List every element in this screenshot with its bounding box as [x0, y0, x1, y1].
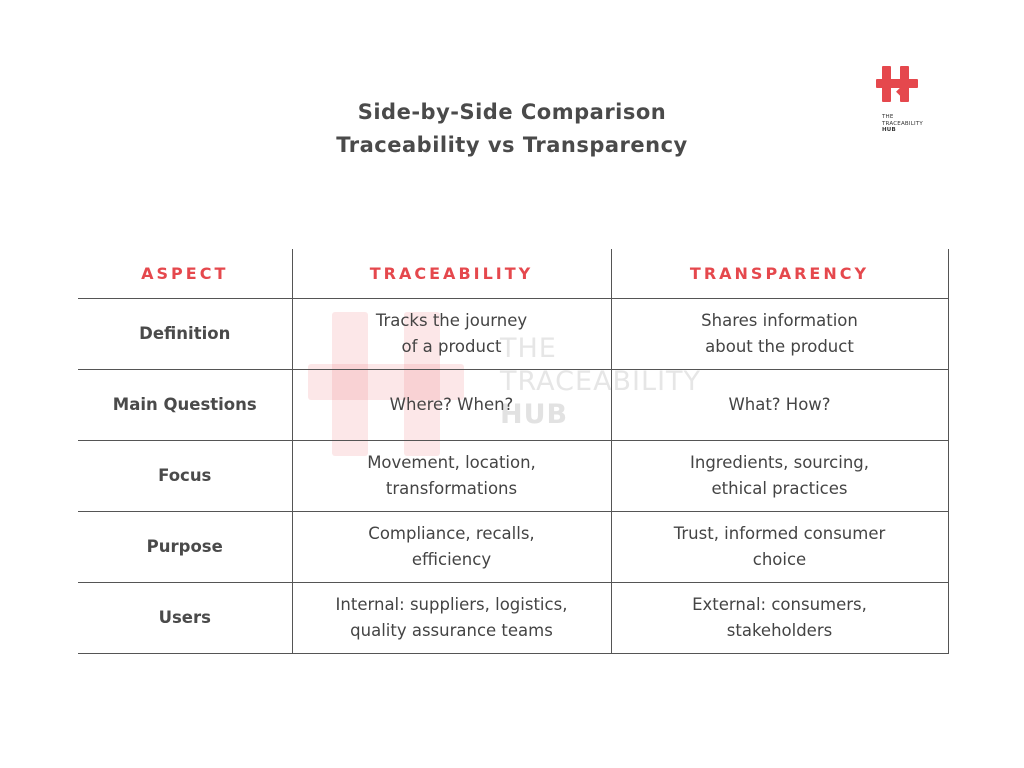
table-row	[78, 370, 948, 441]
transparency-cell	[611, 299, 948, 370]
title-line-2: Traceability vs Transparency	[336, 133, 688, 157]
page-title	[0, 96, 1024, 162]
traceability-cell-line: efficiency	[411, 550, 492, 569]
aspect-cell: Main Questions	[78, 370, 292, 441]
watermark-line-3: HUB	[500, 399, 569, 430]
header-transparency: TRANSPARENCY	[611, 249, 948, 299]
traceability-cell	[292, 441, 611, 512]
traceability-cell-line: of a product	[401, 337, 502, 356]
header-traceability: TRACEABILITY	[292, 249, 611, 299]
watermark-line-1: THE	[500, 333, 557, 364]
logo-line-2: TRACEABILITY	[882, 120, 923, 127]
table-body	[78, 299, 948, 654]
traceability-cell-line: quality assurance teams	[350, 621, 553, 640]
transparency-cell-line: stakeholders	[726, 621, 833, 640]
aspect-cell: Definition	[78, 299, 292, 370]
transparency-cell-line: about the product	[705, 337, 854, 356]
header-aspect: ASPECT	[78, 249, 292, 299]
comparison-table	[78, 249, 949, 654]
aspect-cell: Purpose	[78, 512, 292, 583]
table-header-row	[78, 249, 948, 299]
table-row	[78, 583, 948, 654]
transparency-cell-line: What? How?	[728, 395, 831, 414]
transparency-cell-line: Ingredients, sourcing,	[690, 453, 869, 472]
traceability-cell	[292, 512, 611, 583]
traceability-cell-line: Where? When?	[389, 395, 514, 414]
aspect-cell: Focus	[78, 441, 292, 512]
transparency-cell-line: ethical practices	[711, 479, 848, 498]
hub-logo-icon	[874, 64, 920, 106]
traceability-cell	[292, 583, 611, 654]
transparency-cell	[611, 583, 948, 654]
table-row	[78, 299, 948, 370]
transparency-cell	[611, 512, 948, 583]
traceability-cell	[292, 299, 611, 370]
aspect-cell: Users	[78, 583, 292, 654]
logo-line-1: THE	[882, 114, 894, 120]
table-row	[78, 512, 948, 583]
transparency-cell-line: Trust, informed consumer	[673, 524, 886, 543]
traceability-cell-line: Internal: suppliers, logistics,	[335, 595, 568, 614]
watermark-line-2: TRACEABILITY	[500, 366, 702, 397]
transparency-cell	[611, 441, 948, 512]
traceability-cell-line: Movement, location,	[367, 453, 536, 472]
traceability-cell-line: transformations	[385, 479, 518, 498]
title-line-1: Side-by-Side Comparison	[357, 100, 667, 124]
transparency-cell-line: External: consumers,	[692, 595, 867, 614]
traceability-cell-line: Tracks the journey	[375, 311, 528, 330]
transparency-cell-line: choice	[752, 550, 807, 569]
transparency-cell-line: Shares information	[701, 311, 858, 330]
traceability-cell	[292, 370, 611, 441]
transparency-cell	[611, 370, 948, 441]
table-row	[78, 441, 948, 512]
logo-line-3: HUB	[882, 127, 896, 133]
logo-wordmark	[882, 114, 923, 134]
traceability-cell-line: Compliance, recalls,	[368, 524, 535, 543]
